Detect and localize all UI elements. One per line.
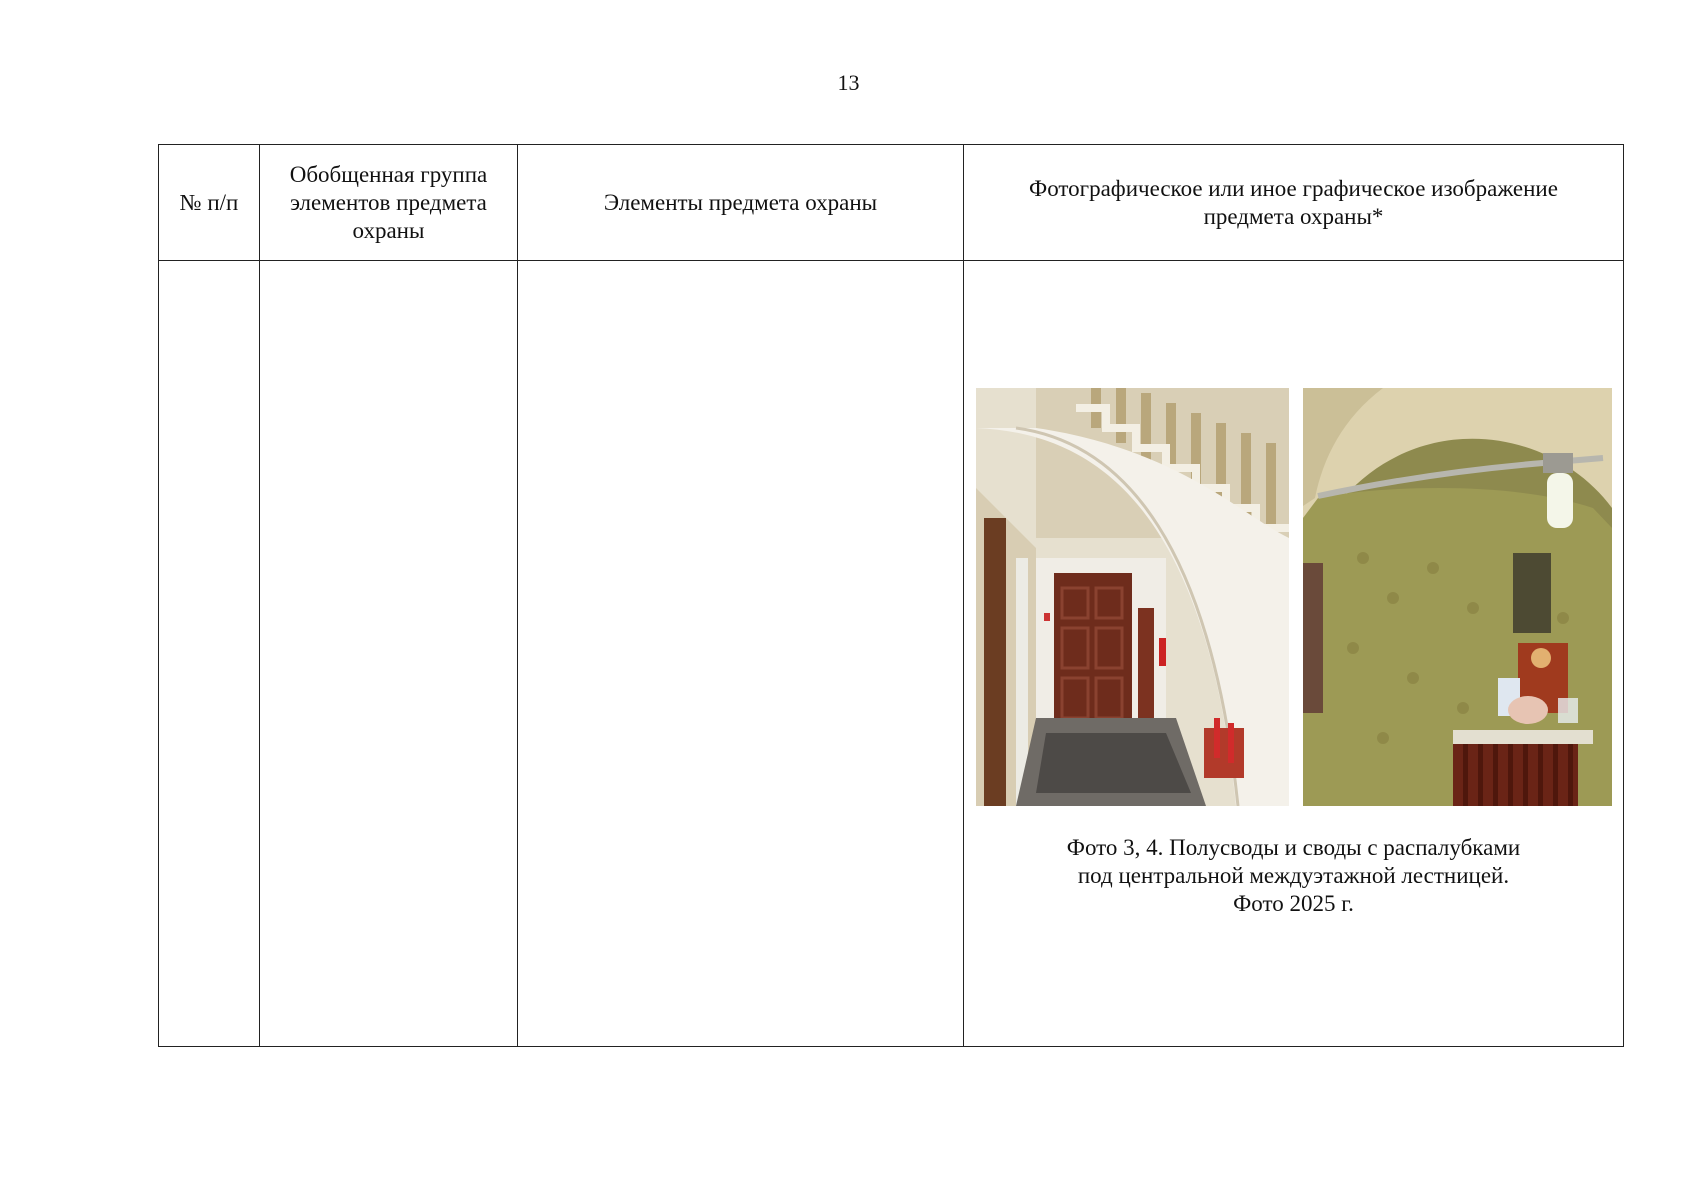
caption-line-3: Фото 2025 г. (1233, 891, 1354, 916)
header-group: Обобщенная группа элементов предмета охраны (260, 145, 518, 261)
photo-staircase-corridor (976, 388, 1289, 806)
header-elements: Элементы предмета охраны (518, 145, 964, 261)
table-row (159, 261, 1624, 1047)
cell-elements (518, 261, 964, 1047)
photo-group (976, 388, 1612, 806)
cell-num (159, 261, 260, 1047)
page-number: 13 (837, 70, 860, 95)
protection-table (158, 144, 1624, 1047)
cell-group (260, 261, 518, 1047)
caption-line-1: Фото 3, 4. Полусводы и своды с распалубками (1066, 835, 1521, 860)
header-image: Фотографическое или иное графическое изображение предмета охраны* (964, 145, 1624, 261)
header-num: № п/п (159, 145, 260, 261)
caption-line-2: под центральной междуэтажной лестницей. (1077, 863, 1510, 888)
cell-image (964, 261, 1624, 1047)
photo-vault-niche (1303, 388, 1612, 806)
photo-caption (964, 834, 1623, 918)
table-header-row (159, 145, 1624, 261)
